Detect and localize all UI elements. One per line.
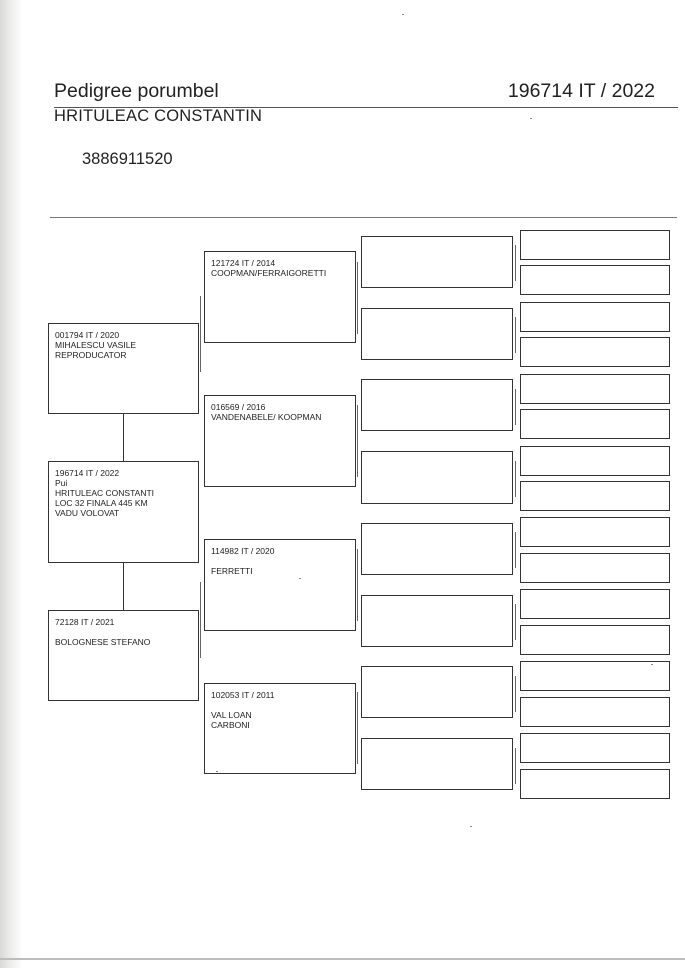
scan-edge <box>0 958 685 960</box>
pigeon-line: LOC 32 FINALA 445 KM <box>55 498 148 508</box>
connector-pigeon-dam <box>123 563 124 610</box>
pigeon-ring: 196714 IT / 2022 <box>55 468 120 478</box>
pigeon-box <box>48 461 199 563</box>
ancestor-box <box>520 769 670 799</box>
scan-speck <box>216 771 218 772</box>
great-grandparent-box <box>361 379 513 431</box>
ancestor-box <box>520 625 670 655</box>
bracket-line <box>515 532 516 568</box>
grandparent-line: VANDENABELE/ KOOPMAN <box>211 412 322 422</box>
ancestor-box <box>520 661 670 691</box>
scan-speck <box>651 664 653 665</box>
grandparent-text <box>211 402 321 422</box>
bracket-line <box>357 405 358 477</box>
pigeon-line: Pui <box>55 478 68 488</box>
connector-sire-pigeon <box>123 414 124 461</box>
great-grandparent-box <box>361 451 513 504</box>
grandparent-ring: 114982 IT / 2020 <box>211 546 275 556</box>
grandparent-line: COOPMAN/FERRAIGORETTI <box>211 268 327 278</box>
pigeon-line: VADU VOLOVAT <box>55 508 120 518</box>
dam-text <box>55 617 150 647</box>
grandparent-ring: 121724 IT / 2014 <box>211 258 276 268</box>
grandparent-text <box>211 690 275 730</box>
ancestor-box <box>520 446 670 476</box>
scan-speck <box>470 826 472 827</box>
bracket-line <box>200 582 201 658</box>
bracket-line <box>515 604 516 640</box>
bracket-line <box>515 461 516 497</box>
bracket-line <box>200 296 201 372</box>
sire-box <box>48 323 199 414</box>
bracket-line <box>357 692 358 764</box>
ancestor-box <box>520 230 670 260</box>
great-grandparent-box <box>361 236 513 288</box>
grandparent-box <box>204 251 356 343</box>
ancestor-box <box>520 481 670 511</box>
ancestor-box <box>520 374 670 404</box>
bracket-line <box>515 676 516 712</box>
bracket-line <box>515 748 516 784</box>
sire-line: MIHALESCU VASILE <box>55 340 137 350</box>
header-ring-number: 196714 IT / 2022 <box>507 80 655 102</box>
grandparent-text <box>211 546 275 576</box>
bracket-line <box>515 317 516 353</box>
great-grandparent-box <box>361 666 513 718</box>
ancestor-box <box>520 733 670 763</box>
ancestor-box <box>520 337 670 367</box>
grandparent-ring: 102053 IT / 2011 <box>211 690 275 700</box>
dam-box <box>48 610 199 701</box>
grandparent-line: CARBONI <box>211 720 250 730</box>
pigeon-text <box>55 468 154 518</box>
scan-speck <box>402 14 404 15</box>
scan-shadow <box>0 0 22 968</box>
great-grandparent-box <box>361 738 513 790</box>
ancestor-box <box>520 265 670 295</box>
sire-ring: 001794 IT / 2020 <box>55 330 120 340</box>
bracket-line <box>515 245 516 281</box>
ancestor-box <box>520 697 670 727</box>
great-grandparent-box <box>361 523 513 575</box>
grandparent-text <box>211 258 326 278</box>
page-title: Pedigree porumbel <box>54 80 219 102</box>
great-grandparent-box <box>361 595 513 647</box>
ancestor-box <box>520 553 670 583</box>
dam-ring: 72128 IT / 2021 <box>55 617 115 627</box>
bracket-line <box>357 262 358 334</box>
ancestor-box <box>520 517 670 547</box>
scan-speck <box>530 118 532 119</box>
owner-phone: 3886911520 <box>82 150 173 168</box>
pigeon-line: HRITULEAC CONSTANTI <box>55 488 155 498</box>
grandparent-line: VAL LOAN <box>211 710 252 720</box>
grandparent-box <box>204 683 356 774</box>
grandparent-box <box>204 539 356 631</box>
sire-text <box>55 330 136 360</box>
bracket-line <box>357 549 358 621</box>
dam-line: BOLOGNESE STEFANO <box>55 637 151 647</box>
ancestor-box <box>520 409 670 439</box>
grandparent-line: FERRETTI <box>211 566 253 576</box>
section-rule <box>50 217 677 218</box>
grandparent-ring: 016569 / 2016 <box>211 402 266 412</box>
ancestor-box <box>520 302 670 332</box>
scan-speck <box>299 578 301 579</box>
bracket-line <box>515 389 516 425</box>
great-grandparent-box <box>361 308 513 360</box>
sire-line: REPRODUCATOR <box>55 350 127 360</box>
owner-name: HRITULEAC CONSTANTIN <box>54 107 263 125</box>
grandparent-box <box>204 395 356 487</box>
ancestor-box <box>520 589 670 619</box>
